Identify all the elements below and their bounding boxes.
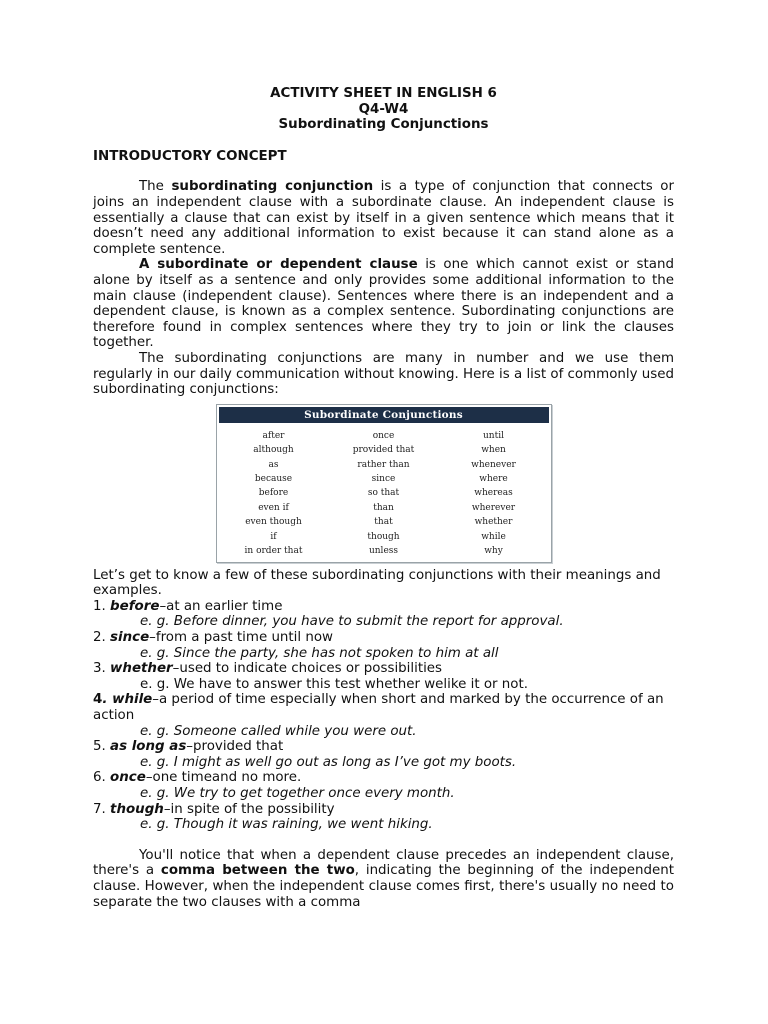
conjunction-term: before (110, 598, 160, 614)
table-cell: whenever (471, 459, 516, 470)
activity-sheet-page (93, 86, 674, 910)
conjunctions-table (216, 404, 552, 563)
table-cell: why (484, 545, 503, 556)
conjunction-term: . while (102, 692, 153, 708)
table-cell: while (481, 531, 506, 542)
table-cell: whether (474, 517, 513, 528)
list-example: e. g. Someone called while you were out. (140, 723, 417, 739)
term-subordinating-conjunction: subordinating conjunction (171, 179, 374, 195)
table-cell: that (374, 517, 393, 528)
list-item: 5. as long as–provided that (93, 739, 284, 755)
table-cell: provided that (352, 445, 415, 456)
conjunctions-table-title: Subordinate Conjunctions (219, 407, 549, 423)
table-cell: even though (245, 517, 302, 528)
list-item: 6. once–one timeand no more. (93, 770, 302, 786)
list-example: e. g. We try to get together once every month. (140, 786, 455, 801)
conjunction-term: whether (110, 661, 173, 677)
table-cell: though (367, 531, 400, 542)
list-item: 7. though–in spite of the possibility (93, 801, 335, 817)
table-cell: as (268, 459, 279, 470)
intro-heading: INTRODUCTORY CONCEPT (93, 148, 287, 164)
table-cell: once (372, 430, 395, 441)
title-line-1: ACTIVITY SHEET IN ENGLISH 6 (270, 86, 497, 101)
table-cell: wherever (471, 502, 516, 513)
table-cell: although (253, 445, 294, 456)
paragraph-closing: You'll notice that when a dependent clause precedes an independent clause, there's a comma between the two, indicating the beginning of the independent clause. However, when the independent clause comes first, there's usually no need to separate the two clauses with a comma (93, 847, 674, 910)
conjunction-term: since (110, 630, 150, 646)
table-cell: in order that (244, 545, 303, 556)
paragraph-subordinate-clause: A subordinate or dependent clause is one which cannot exist or stand alone by itself as a sentence and only provides some additional information to the main clause (independent clause). Sentences where there is an independent and a dependent clause, is known as a complex sentence. Subordinating conjunctions are therefore found in complex sentences where they try to join or link the clauses together. (93, 257, 674, 351)
list-example: e. g. I might as well go out as long as I’ve got my boots. (140, 754, 517, 770)
list-item: 4. while–a period of time especially when short and marked by the occurrence of an action (93, 692, 664, 724)
list-item: 3. whether–used to indicate choices or possibilities (93, 661, 443, 677)
term-comma-between: comma between the two (160, 863, 355, 879)
table-cell: before (258, 488, 289, 499)
list-example: e. g. Though it was raining, we went hiking. (140, 817, 433, 833)
conjunction-term: once (110, 770, 146, 786)
table-cell: until (483, 430, 504, 441)
paragraph-list-intro: The subordinating conjunctions are many in number and we use them regularly in our daily communication without knowing. Here is a list of commonly used subordinating conjunctions: (93, 350, 674, 398)
table-cell: even if (258, 502, 289, 513)
table-cell: because (254, 473, 293, 484)
table-cell: rather than (357, 459, 410, 470)
title-line-3: Subordinating Conjunctions (278, 117, 489, 133)
table-cell: if (270, 531, 277, 542)
list-example: e. g. Since the party, she has not spoken to him at all (140, 645, 499, 661)
list-item: 2. since–from a past time until now (93, 630, 333, 646)
table-cell: where (479, 473, 508, 484)
conjunction-term: though (110, 801, 164, 817)
paragraph-subordinating-conjunction: The subordinating conjunction is a type of conjunction that connects or joins an independent clause with a subordinate clause. An independent clause is essentially a clause that can exist by itself in a given sentence which means that it doesn’t need any additional information to exist because it can stand alone as a complete sentence. (93, 179, 674, 257)
table-cell: after (262, 430, 285, 441)
table-cell: when (481, 445, 506, 456)
title-line-2: Q4-W4 (358, 101, 409, 117)
table-cell: than (373, 502, 394, 513)
list-item: 1. before–at an earlier time (93, 598, 283, 614)
table-cell: unless (368, 545, 399, 556)
list-example: e. g. We have to answer this test whether welike it or not. (140, 676, 528, 692)
conjunction-term: as long as (110, 739, 187, 755)
table-cell: whereas (474, 488, 513, 499)
list-example: e. g. Before dinner, you have to submit the report for approval. (140, 614, 564, 630)
conjunctions-table-grid (219, 429, 549, 559)
table-cell: so that (367, 488, 400, 499)
table-cell: since (371, 473, 396, 484)
list-intro: Let’s get to know a few of these subordinating conjunctions with their meanings and examples. (93, 567, 661, 599)
term-subordinate-clause: A subordinate or dependent clause (139, 257, 418, 273)
